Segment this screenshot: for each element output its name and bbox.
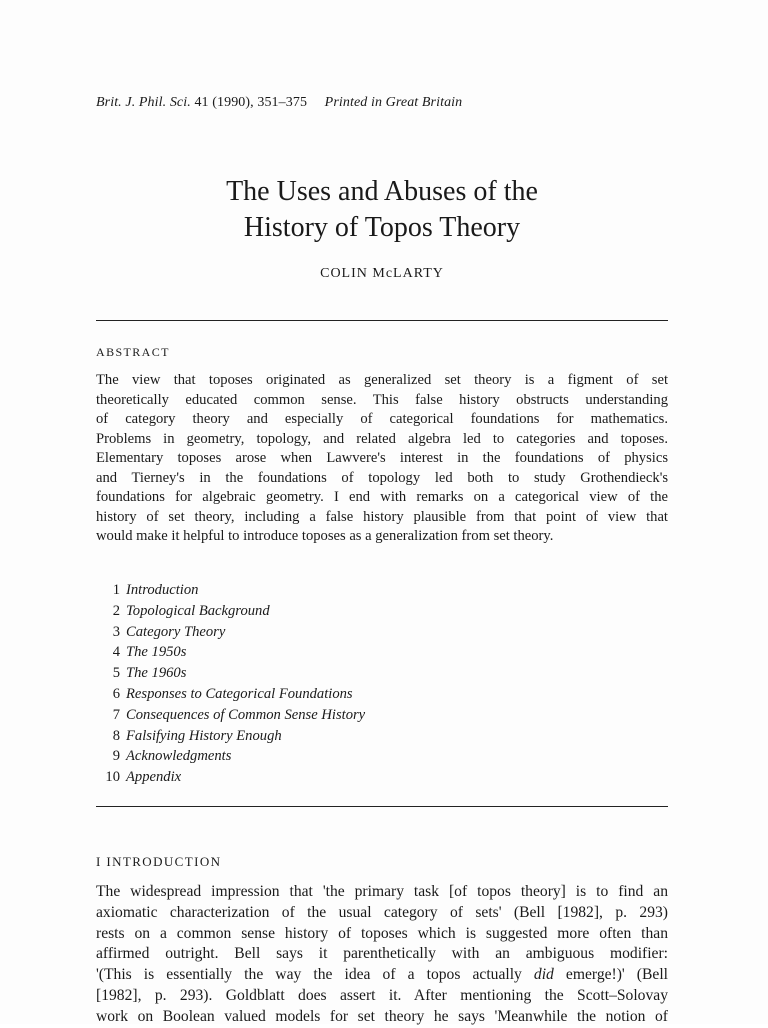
toc-item [96, 767, 365, 788]
toc-item-label: Topological Background [126, 602, 270, 619]
abstract-body [96, 371, 668, 547]
toc-item-number: 7 [112, 706, 120, 723]
body-line-part: '(This is essentially the way the idea of a topos actually [96, 966, 534, 984]
toc-item-label: Falsifying History Enough [126, 727, 282, 744]
abstract-line: Problems in geometry, topology, and related algebra led to categories and toposes. [96, 430, 668, 447]
toc-item-number: 6 [112, 685, 120, 702]
body-line: The widespread impression that 'the primary task [of topos theory] is to find an [96, 883, 668, 900]
body-line: work on Boolean valued models for set theory he says 'Meanwhile the notion of [96, 1007, 668, 1025]
abstract-line: theoretically educated common sense. This false history obstructs understanding [96, 391, 668, 408]
body-line: axiomatic characterization of the usual category of sets' (Bell [1982], p. 293) [96, 903, 668, 921]
abstract-heading: ABSTRACT [96, 345, 170, 359]
toc-item-number: 10 [105, 769, 120, 786]
toc-item-number: 4 [112, 644, 120, 661]
abstract-line: of category theory and especially of categorical foundations for mathematics. [96, 411, 668, 427]
abstract-line: The view that toposes originated as generalized set theory is a figment of set [96, 372, 668, 388]
paper-title [96, 174, 668, 246]
toc-item-number: 8 [112, 727, 120, 744]
toc-item-number: 5 [112, 665, 120, 682]
journal-citation [96, 95, 462, 111]
toc-item-label: Appendix [126, 769, 182, 786]
toc-item-number: 1 [112, 582, 120, 598]
toc-item [96, 746, 365, 767]
toc-item-label: Responses to Categorical Foundations [126, 685, 353, 702]
body-line: [1982], p. 293). Goldblatt does assert it. After mentioning the Scott–Solovay [96, 986, 668, 1004]
toc-item-label: Category Theory [126, 623, 226, 640]
divider-top [96, 320, 668, 321]
divider-bottom [96, 806, 668, 807]
toc-item-label: The 1960s [126, 665, 187, 682]
author-name: COLIN McLARTY [320, 266, 444, 281]
toc-item-label: Introduction [126, 582, 199, 598]
body-line [96, 965, 668, 986]
abstract-line: would make it helpful to introduce toposes as a generalization from set theory. [96, 528, 554, 544]
paper-title-line-1: The Uses and Abuses of the [226, 176, 538, 207]
body-line: affirmed outright. Bell says it parenthetically with an ambiguous modifier: [96, 945, 668, 963]
toc-item [96, 580, 365, 601]
body-line: rests on a common sense history of toposes which is suggested more often than [96, 924, 668, 942]
toc-item-number: 2 [112, 602, 120, 619]
journal-name: Brit. J. Phil. Sci. [96, 95, 191, 110]
toc-item-number: 9 [112, 748, 120, 765]
body-line-part: emerge!)' (Bell [553, 966, 668, 984]
table-of-contents [96, 580, 365, 788]
toc-item [96, 705, 365, 726]
toc-item-label: Acknowledgments [126, 748, 232, 765]
journal-volume-pages: 41 (1990), 351–375 [194, 95, 308, 110]
toc-item [96, 684, 365, 705]
toc-item [96, 601, 365, 622]
abstract-line: history of set theory, including a false history plausible from that point of view that [96, 508, 668, 525]
abstract-line: Elementary toposes arose when Lawvere's interest in the foundations of physics [96, 450, 668, 466]
abstract-line: and Tierney's in the foundations of topology led both to study Grothendieck's [96, 469, 668, 486]
paper-title-line-2: History of Topos Theory [243, 212, 521, 243]
introduction-body [96, 882, 668, 1028]
toc-item [96, 663, 365, 684]
toc-item-label: Consequences of Common Sense History [126, 706, 366, 723]
toc-item [96, 726, 365, 747]
toc-item [96, 642, 365, 663]
abstract-line: foundations for algebraic geometry. I end with remarks on a categorical view of the [96, 489, 668, 505]
section-heading-introduction: I INTRODUCTION [96, 854, 222, 869]
toc-item-label: The 1950s [126, 644, 187, 661]
printed-in: Printed in Great Britain [324, 95, 463, 110]
toc-item-number: 3 [112, 623, 120, 640]
emphasis-did: did [533, 966, 554, 984]
toc-item [96, 622, 365, 643]
